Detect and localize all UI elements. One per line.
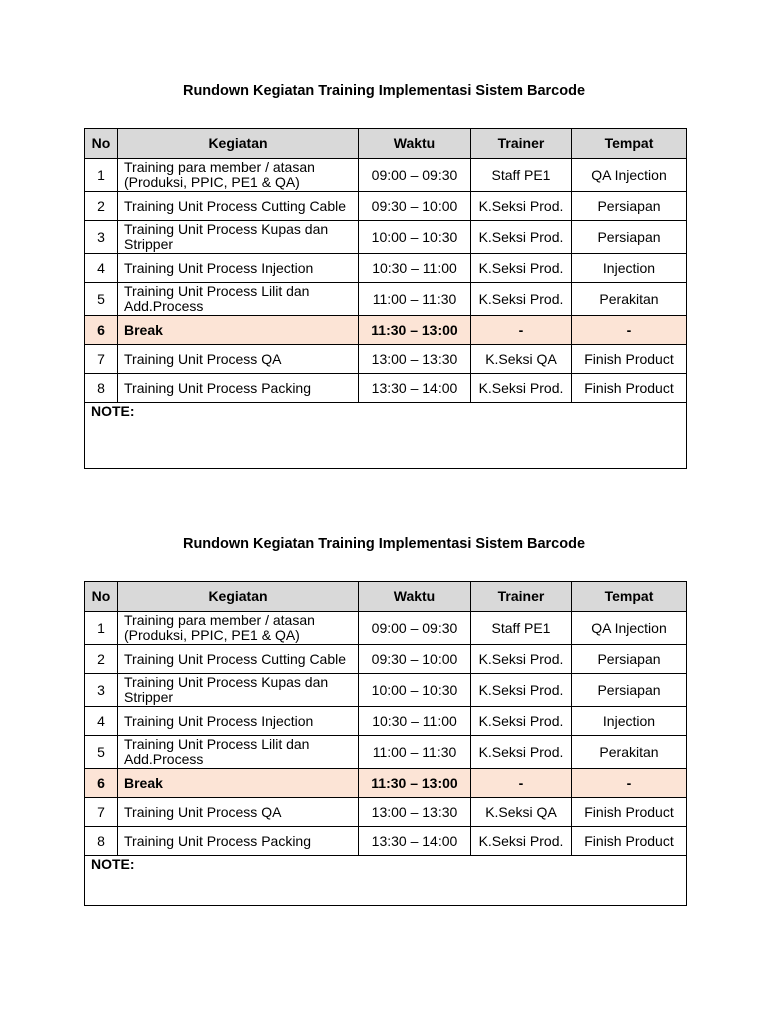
cell-kegiatan-line: Training Unit Process Kupas dan [124, 674, 329, 690]
cell-tempat: Injection [572, 254, 687, 283]
cell-no: 5 [85, 283, 118, 316]
cell-kegiatan: Training Unit Process Cutting Cable [118, 645, 359, 674]
cell-trainer: K.Seksi Prod. [471, 192, 572, 221]
cell-kegiatan-line: Training para member / atasan [124, 612, 315, 628]
cell-kegiatan [118, 221, 359, 254]
cell-kegiatan-line: Training Unit Process Lilit dan [124, 283, 310, 299]
cell-waktu: 11:30 – 13:00 [359, 316, 471, 345]
cell-tempat: Injection [572, 707, 687, 736]
cell-tempat: Perakitan [572, 283, 687, 316]
cell-trainer: - [471, 769, 572, 798]
header-trainer: Trainer [471, 582, 572, 612]
cell-waktu: 13:30 – 14:00 [359, 827, 471, 856]
cell-no: 2 [85, 645, 118, 674]
cell-trainer: K.Seksi QA [471, 345, 572, 374]
cell-kegiatan: Training Unit Process Packing [118, 827, 359, 856]
cell-no: 4 [85, 707, 118, 736]
cell-trainer: K.Seksi Prod. [471, 674, 572, 707]
note-row [85, 856, 687, 906]
cell-kegiatan: Training Unit Process Injection [118, 254, 359, 283]
document-title: Rundown Kegiatan Training Implementasi Sistem Barcode [182, 83, 586, 99]
cell-trainer: K.Seksi Prod. [471, 645, 572, 674]
note-label: NOTE: [85, 403, 687, 469]
table-row [85, 798, 687, 827]
cell-no: 7 [85, 798, 118, 827]
cell-kegiatan [118, 283, 359, 316]
cell-waktu: 13:30 – 14:00 [359, 374, 471, 403]
header-waktu: Waktu [359, 582, 471, 612]
cell-no: 3 [85, 221, 118, 254]
cell-kegiatan-line: Training para member / atasan [124, 159, 315, 175]
document-title: Rundown Kegiatan Training Implementasi Sistem Barcode [182, 536, 586, 552]
cell-trainer: Staff PE1 [471, 159, 572, 192]
header-tempat: Tempat [572, 129, 687, 159]
cell-waktu: 11:30 – 13:00 [359, 769, 471, 798]
cell-no: 4 [85, 254, 118, 283]
cell-kegiatan-line: (Produksi, PPIC, PE1 & QA) [124, 174, 300, 190]
cell-trainer: K.Seksi QA [471, 798, 572, 827]
table-row [85, 736, 687, 769]
cell-tempat: Persiapan [572, 192, 687, 221]
table-row-break [85, 769, 687, 798]
cell-kegiatan [118, 612, 359, 645]
cell-trainer: K.Seksi Prod. [471, 827, 572, 856]
header-waktu: Waktu [359, 129, 471, 159]
cell-no: 5 [85, 736, 118, 769]
cell-trainer: - [471, 316, 572, 345]
table-row [85, 283, 687, 316]
cell-tempat: QA Injection [572, 159, 687, 192]
cell-no: 8 [85, 827, 118, 856]
table-header-row [85, 129, 687, 159]
cell-trainer: K.Seksi Prod. [471, 221, 572, 254]
cell-tempat: Finish Product [572, 374, 687, 403]
cell-waktu: 13:00 – 13:30 [359, 345, 471, 374]
rundown-table [84, 581, 687, 906]
header-tempat: Tempat [572, 582, 687, 612]
cell-tempat: - [572, 769, 687, 798]
cell-tempat: Perakitan [572, 736, 687, 769]
table-row [85, 254, 687, 283]
cell-no: 6 [85, 316, 118, 345]
table-row [85, 192, 687, 221]
cell-waktu: 09:00 – 09:30 [359, 612, 471, 645]
header-no: No [85, 582, 118, 612]
cell-kegiatan: Break [118, 316, 359, 345]
cell-kegiatan-line: Stripper [124, 689, 174, 705]
cell-kegiatan [118, 674, 359, 707]
cell-kegiatan-line: Training Unit Process Kupas dan [124, 221, 329, 237]
cell-trainer: K.Seksi Prod. [471, 736, 572, 769]
table-row [85, 612, 687, 645]
cell-trainer: K.Seksi Prod. [471, 283, 572, 316]
header-trainer: Trainer [471, 129, 572, 159]
table-row [85, 345, 687, 374]
cell-tempat: Finish Product [572, 798, 687, 827]
cell-no: 8 [85, 374, 118, 403]
cell-kegiatan-line: Stripper [124, 236, 174, 252]
note-label: NOTE: [85, 856, 687, 906]
table-row-break [85, 316, 687, 345]
cell-waktu: 11:00 – 11:30 [359, 283, 471, 316]
cell-trainer: K.Seksi Prod. [471, 254, 572, 283]
cell-waktu: 10:00 – 10:30 [359, 674, 471, 707]
cell-tempat: QA Injection [572, 612, 687, 645]
cell-kegiatan-line: (Produksi, PPIC, PE1 & QA) [124, 627, 300, 643]
cell-tempat: Persiapan [572, 674, 687, 707]
cell-no: 2 [85, 192, 118, 221]
table-row [85, 159, 687, 192]
cell-kegiatan: Training Unit Process Injection [118, 707, 359, 736]
cell-no: 1 [85, 159, 118, 192]
cell-kegiatan [118, 736, 359, 769]
cell-tempat: Persiapan [572, 645, 687, 674]
cell-kegiatan: Training Unit Process Packing [118, 374, 359, 403]
cell-kegiatan: Training Unit Process QA [118, 345, 359, 374]
cell-no: 7 [85, 345, 118, 374]
cell-tempat: Finish Product [572, 827, 687, 856]
cell-kegiatan: Training Unit Process QA [118, 798, 359, 827]
table-row [85, 645, 687, 674]
cell-waktu: 09:30 – 10:00 [359, 645, 471, 674]
cell-tempat: Finish Product [572, 345, 687, 374]
cell-trainer: Staff PE1 [471, 612, 572, 645]
cell-trainer: K.Seksi Prod. [471, 707, 572, 736]
table-row [85, 827, 687, 856]
cell-kegiatan-line: Add.Process [124, 298, 204, 314]
cell-kegiatan: Break [118, 769, 359, 798]
cell-waktu: 10:00 – 10:30 [359, 221, 471, 254]
table-row [85, 674, 687, 707]
cell-no: 3 [85, 674, 118, 707]
cell-tempat: - [572, 316, 687, 345]
header-kegiatan: Kegiatan [118, 582, 359, 612]
cell-no: 1 [85, 612, 118, 645]
table-header-row [85, 582, 687, 612]
cell-waktu: 09:00 – 09:30 [359, 159, 471, 192]
cell-kegiatan-line: Training Unit Process Lilit dan [124, 736, 310, 752]
cell-waktu: 13:00 – 13:30 [359, 798, 471, 827]
note-row [85, 403, 687, 469]
cell-waktu: 10:30 – 11:00 [359, 254, 471, 283]
cell-kegiatan [118, 159, 359, 192]
rundown-table [84, 128, 687, 469]
cell-no: 6 [85, 769, 118, 798]
cell-tempat: Persiapan [572, 221, 687, 254]
cell-waktu: 11:00 – 11:30 [359, 736, 471, 769]
table-row [85, 707, 687, 736]
cell-kegiatan-line: Add.Process [124, 751, 204, 767]
header-kegiatan: Kegiatan [118, 129, 359, 159]
cell-trainer: K.Seksi Prod. [471, 374, 572, 403]
cell-waktu: 10:30 – 11:00 [359, 707, 471, 736]
cell-waktu: 09:30 – 10:00 [359, 192, 471, 221]
header-no: No [85, 129, 118, 159]
table-row [85, 221, 687, 254]
table-row [85, 374, 687, 403]
cell-kegiatan: Training Unit Process Cutting Cable [118, 192, 359, 221]
